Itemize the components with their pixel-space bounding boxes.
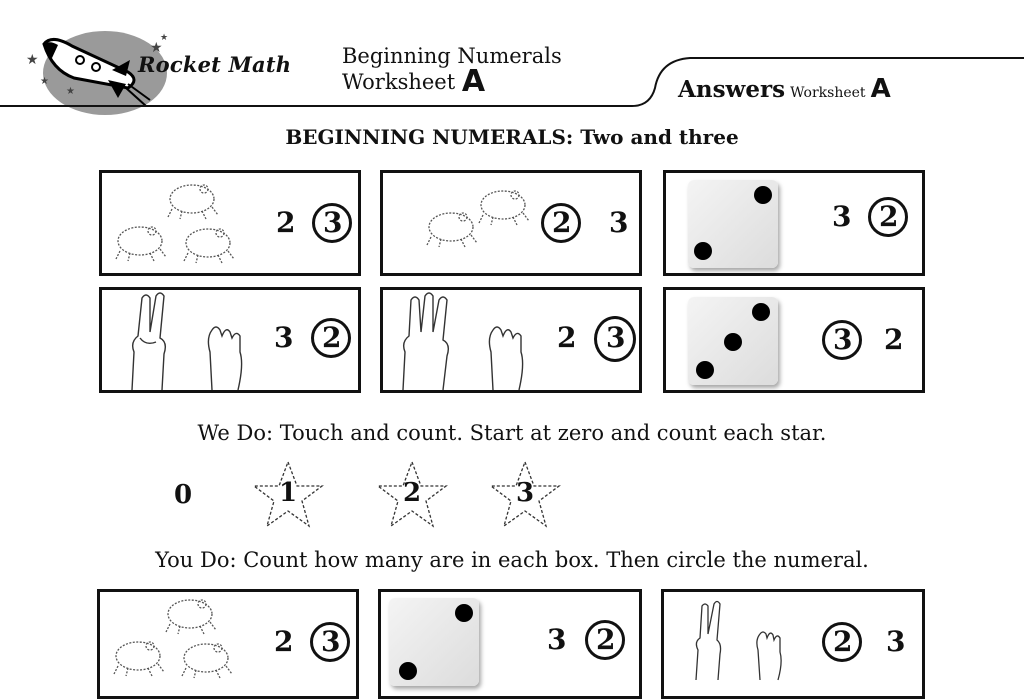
- star-count-3: 3: [516, 478, 535, 508]
- die-pip: [696, 361, 714, 379]
- option-numeral: 2: [276, 206, 296, 239]
- die-pip: [754, 186, 772, 204]
- exercise-box-2: [380, 170, 642, 276]
- svg-text:★: ★: [26, 52, 39, 68]
- exercise-box-5: [380, 287, 642, 393]
- option-numeral-circled: 3: [833, 323, 853, 356]
- worksheet-title-line2: Worksheet: [342, 70, 456, 94]
- die-pip: [399, 662, 417, 680]
- option-numeral: 2: [274, 625, 294, 658]
- option-numeral-circled: 3: [323, 206, 343, 239]
- frog-icon: [110, 175, 240, 271]
- option-numeral: 3: [547, 623, 567, 656]
- svg-text:★: ★: [40, 76, 49, 87]
- answers-label: Answers: [678, 76, 786, 103]
- die-pip: [724, 333, 742, 351]
- answers-letter: A: [870, 74, 891, 104]
- option-numeral: 3: [886, 625, 906, 658]
- die-icon: [688, 180, 778, 268]
- die-icon: [389, 598, 479, 686]
- answers-label-group: [678, 74, 891, 104]
- option-numeral: 2: [884, 323, 904, 356]
- option-numeral-circled: 3: [606, 321, 626, 354]
- logo-text: Rocket Math: [138, 52, 292, 77]
- practice-box-1: [97, 589, 359, 699]
- svg-text:★: ★: [66, 86, 75, 97]
- option-numeral-circled: 2: [833, 625, 853, 658]
- star-zero-label: 0: [174, 480, 193, 510]
- option-numeral: 3: [274, 321, 294, 354]
- option-numeral: 2: [557, 321, 577, 354]
- practice-box-3: [661, 589, 925, 699]
- option-numeral: 3: [832, 200, 852, 233]
- option-numeral-circled: 2: [879, 200, 899, 233]
- star-count-1: 1: [279, 478, 298, 508]
- option-numeral: 3: [609, 206, 629, 239]
- practice-box-2: [378, 589, 642, 699]
- worksheet-title: [342, 43, 562, 99]
- section-title: BEGINNING NUMERALS: Two and three: [285, 125, 739, 149]
- option-numeral-circled: 3: [321, 625, 341, 658]
- star-count-2: 2: [403, 478, 422, 508]
- option-numeral-circled: 2: [322, 321, 342, 354]
- exercise-box-6: [663, 287, 925, 393]
- svg-text:★: ★: [150, 40, 163, 56]
- die-icon: [688, 297, 778, 385]
- you-do-instruction: You Do: Count how many are in each box. Then circle the numeral.: [155, 548, 869, 572]
- answers-worksheet-label: Worksheet: [790, 85, 866, 101]
- frog-icon: [421, 181, 531, 261]
- option-numeral-circled: 2: [552, 206, 572, 239]
- worksheet-letter: A: [461, 64, 486, 99]
- hand-icon: [682, 600, 802, 690]
- worksheet-title-line1: Beginning Numerals: [342, 44, 562, 68]
- frog-icon: [108, 592, 238, 688]
- die-pip: [752, 303, 770, 321]
- hand-icon: [110, 292, 260, 392]
- we-do-instruction: We Do: Touch and count. Start at zero and count each star.: [197, 421, 827, 445]
- die-pip: [694, 242, 712, 260]
- option-numeral-circled: 2: [596, 623, 616, 656]
- die-pip: [455, 604, 473, 622]
- exercise-box-1: [99, 170, 361, 276]
- hand-icon: [391, 292, 541, 392]
- svg-text:★: ★: [160, 33, 169, 43]
- exercise-box-3: [663, 170, 925, 276]
- exercise-box-4: [99, 287, 361, 393]
